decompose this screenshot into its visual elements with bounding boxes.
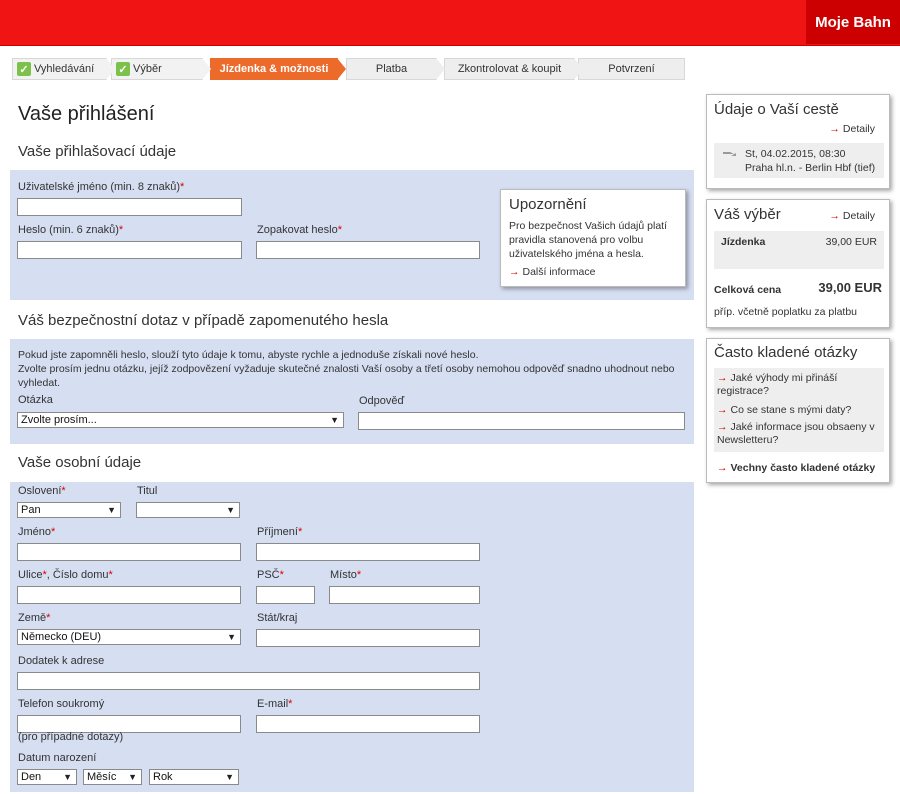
all-faq-link[interactable]: → Vechny často kladené otázky xyxy=(717,462,876,474)
question-select[interactable]: Zvolte prosím... ▼ xyxy=(17,412,344,428)
email-label: E-mail* xyxy=(257,698,293,710)
chevron-down-icon: ▼ xyxy=(226,505,235,515)
ticket-price: 39,00 EUR xyxy=(825,236,877,248)
arrow-icon: → xyxy=(717,404,728,416)
repeat-password-label: Zopakovat heslo* xyxy=(257,224,342,236)
address-extra-label: Dodatek k adrese xyxy=(18,655,105,667)
security-section-title: Váš bezpečnostní dotaz v případě zapomenutého hesla xyxy=(18,312,389,329)
chevron-down-icon: ▼ xyxy=(330,415,339,425)
page-title: Vaše přihlášení xyxy=(18,103,155,125)
trip-box xyxy=(706,94,890,189)
zip-label: PSČ* xyxy=(257,569,284,581)
step-search[interactable] xyxy=(12,58,107,80)
step-label: Jízdenka & možnosti xyxy=(219,63,329,75)
arrow-icon: → xyxy=(829,210,840,222)
step-selection[interactable] xyxy=(111,58,203,80)
street-label: Ulice*, Číslo domu* xyxy=(18,569,113,581)
arrow-icon: → xyxy=(717,421,728,433)
step-label: Platba xyxy=(375,63,408,75)
dob-label: Datum narození xyxy=(18,752,97,764)
chevron-down-icon: ▼ xyxy=(225,772,234,782)
notice-box xyxy=(500,189,686,287)
check-icon: ✓ xyxy=(116,62,130,76)
faq-title: Často kladené otázky xyxy=(714,344,858,361)
personal-panel xyxy=(10,482,694,792)
notice-title: Upozornění xyxy=(509,196,587,213)
title-select[interactable] xyxy=(136,502,240,518)
chevron-down-icon: ▼ xyxy=(107,505,116,515)
faq-item[interactable]: → Jaké informace jsou obsaeny v Newsletteru? xyxy=(717,421,875,446)
salutation-select[interactable]: Pan ▼ xyxy=(17,502,121,518)
selection-details-link[interactable]: → Detaily xyxy=(829,210,875,222)
address-extra-input[interactable] xyxy=(17,672,480,690)
step-label: Výběr xyxy=(133,63,162,75)
login-section-title: Vaše přihlašovací údaje xyxy=(18,143,177,160)
arrow-icon: → xyxy=(509,266,520,278)
arrow-icon: → xyxy=(717,462,728,474)
step-label: Vyhledávání xyxy=(34,63,95,75)
password-input[interactable] xyxy=(17,241,242,259)
ticket-row xyxy=(714,231,884,269)
train-icon xyxy=(721,150,737,158)
faq-item[interactable]: → Co se stane s mými daty? xyxy=(717,404,852,416)
step-payment xyxy=(346,58,437,80)
first-name-label: Jméno* xyxy=(18,526,56,538)
salutation-label: Oslovení* xyxy=(18,485,66,497)
zip-input[interactable] xyxy=(256,586,315,604)
step-ticket-options xyxy=(210,58,338,80)
total-price: 39,00 EUR xyxy=(818,280,882,295)
faq-item[interactable]: → Jaké výhody mi přináší registrace? xyxy=(717,372,838,397)
username-input[interactable] xyxy=(17,198,242,216)
chevron-down-icon: ▼ xyxy=(227,632,236,642)
trip-date: St, 04.02.2015, 08:30 xyxy=(745,148,846,160)
step-confirmation xyxy=(578,58,685,80)
arrow-icon: → xyxy=(717,372,728,384)
last-name-input[interactable] xyxy=(256,543,480,561)
first-name-input[interactable] xyxy=(17,543,241,561)
total-label: Celková cena xyxy=(714,284,782,296)
security-panel xyxy=(10,339,694,444)
notice-text: Pro bezpečnost Vašich údajů platí pravidla stanovená pro volbu uživatelského jména a hesla. xyxy=(509,220,667,260)
step-label: Zkontrolovat & koupit xyxy=(457,63,562,75)
dob-day-select[interactable]: Den ▼ xyxy=(17,769,77,785)
answer-label: Odpověď xyxy=(359,395,405,407)
security-text-1: Pokud jste zapomněli heslo, slouží tyto údaje k tomu, abyste rychle a jednoduše získali nové heslo. xyxy=(18,349,479,361)
more-info-link[interactable]: → Další informace xyxy=(509,266,596,278)
chevron-down-icon: ▼ xyxy=(63,772,72,782)
security-text-2: Zvolte prosím jednu otázku, jejíž zodpovězení vyžaduje skutečné znalosti Vaší osoby a třetí osoby nemohou odpověď snadno uhodnout nebo vyhledat. xyxy=(18,363,675,389)
dob-month-select[interactable]: Měsíc ▼ xyxy=(83,769,142,785)
step-review xyxy=(444,58,575,80)
faq-box xyxy=(706,338,890,483)
personal-section-title: Vaše osobní údaje xyxy=(18,454,142,471)
trip-route: Praha hl.n. - Berlin Hbf (tief) xyxy=(745,162,876,174)
moje-bahn-link[interactable]: Moje Bahn xyxy=(806,0,900,44)
trip-summary xyxy=(714,143,884,178)
title-label: Titul xyxy=(137,485,158,497)
phone-label: Telefon soukromý xyxy=(18,698,105,710)
arrow-icon: → xyxy=(829,123,840,135)
check-icon: ✓ xyxy=(17,62,31,76)
ticket-label: Jízdenka xyxy=(721,236,766,248)
state-label: Stát/kraj xyxy=(257,612,298,624)
password-label: Heslo (min. 6 znaků)* xyxy=(18,224,124,236)
street-input[interactable] xyxy=(17,586,241,604)
trip-title: Údaje o Vaší cestě xyxy=(714,101,839,118)
country-label: Země* xyxy=(18,612,51,624)
username-label: Uživatelské jméno (min. 8 znaků)* xyxy=(18,181,185,193)
top-bar xyxy=(0,0,900,46)
city-input[interactable] xyxy=(329,586,480,604)
email-input[interactable] xyxy=(256,715,480,733)
selection-title: Váš výběr xyxy=(714,206,781,223)
phone-hint: (pro případné dotazy) xyxy=(18,731,124,743)
city-label: Místo* xyxy=(330,569,362,581)
last-name-label: Příjmení* xyxy=(257,526,303,538)
repeat-password-input[interactable] xyxy=(256,241,480,259)
question-label: Otázka xyxy=(18,394,53,406)
step-label: Potvrzení xyxy=(608,63,655,75)
answer-input[interactable] xyxy=(358,412,685,430)
trip-details-link[interactable]: → Detaily xyxy=(829,123,875,135)
chevron-down-icon: ▼ xyxy=(128,772,137,782)
country-select[interactable]: Německo (DEU) ▼ xyxy=(17,629,241,645)
selection-box xyxy=(706,199,890,328)
state-input[interactable] xyxy=(256,629,480,647)
dob-year-select[interactable]: Rok ▼ xyxy=(149,769,239,785)
fee-note: příp. včetně poplatku za platbu xyxy=(714,306,858,318)
